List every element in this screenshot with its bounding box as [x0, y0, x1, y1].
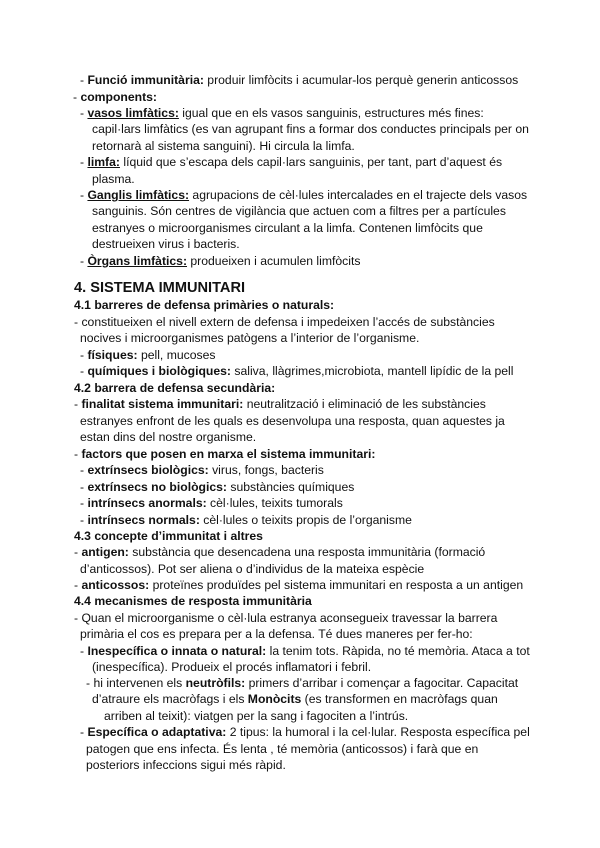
term-label: Específica o adaptativa:: [87, 725, 227, 739]
text-line: [80, 330, 419, 347]
text-line: [80, 363, 513, 380]
line-text: -: [80, 496, 88, 510]
line-text: virus, fongs, bacteris: [208, 463, 324, 477]
term-label: extrínsecs biològics:: [87, 463, 209, 477]
term-label: Inespecífica o innata o natural:: [87, 644, 267, 658]
line-text: capil·lars limfàtics (es van agrupant fins a formar dos conductes principals per on: [92, 122, 529, 136]
line-text: (inespecífica). Produeix el procés inflamatori i febril.: [92, 660, 372, 674]
text-line: [80, 253, 360, 270]
term-label: antigen:: [81, 545, 129, 559]
text-line: [74, 593, 312, 610]
text-line: [92, 691, 498, 708]
text-line: [86, 757, 286, 774]
text-line: [92, 220, 483, 237]
text-line: [86, 741, 478, 758]
line-text: -: [80, 155, 88, 169]
line-text: retornarà al sistema sanguini). Hi circula la limfa.: [92, 139, 355, 153]
line-text: cèl·lules, teixits tumorals: [206, 496, 343, 510]
line-text: -: [74, 578, 82, 592]
text-line: [80, 429, 256, 446]
line-text: primers d’arribar i començar a fagocitar. Capacitat: [245, 676, 519, 690]
line-text: -: [73, 90, 81, 104]
line-text: saliva, llàgrimes,microbiota, mantell lipídic de la pell: [231, 364, 514, 378]
text-line: [74, 380, 275, 397]
term-label: 4.3 concepte d’immunitat i altres: [74, 529, 263, 543]
term-label: limfa:: [87, 155, 120, 169]
line-text: -: [74, 545, 82, 559]
line-text: estranyes enfront de les quals es desenvolupa una resposta, quan aquestes ja: [80, 414, 505, 428]
term-label: extrínsecs no biològics:: [87, 480, 227, 494]
text-line: [92, 203, 506, 220]
term-label: vasos limfàtics:: [87, 106, 179, 120]
line-text: estranyes o microorganismes circulant a la limfa. Contenen limfòcits que: [92, 221, 483, 235]
line-text: -: [80, 73, 88, 87]
line-text: igual que en els vasos sanguinis, estructures més fines:: [178, 106, 484, 120]
term-label: Ganglis limfàtics:: [87, 188, 190, 202]
line-text: 2 tipus: la humoral i la cel·lular. Resposta específica pel: [226, 725, 530, 739]
line-text: d’atraure els macròfags i els: [92, 692, 248, 706]
text-line: [104, 708, 408, 725]
line-text: agrupacions de cèl·lules intercalades en el trajecte dels vasos: [189, 188, 528, 202]
line-text: -: [74, 447, 82, 461]
text-line: [80, 187, 527, 204]
text-line: [80, 724, 530, 741]
term-label: anticossos:: [81, 578, 150, 592]
line-text: substància que desencadena una resposta immunitària (formació: [128, 545, 486, 559]
line-text: nocives i microorganismes patògens a l’interior de l’organisme.: [80, 331, 420, 345]
text-line: [80, 72, 518, 89]
term-label: intrínsecs normals:: [87, 513, 200, 527]
line-text: -: [80, 254, 88, 268]
line-text: plasma.: [92, 172, 135, 186]
line-text: primària el cos es prepara per a la defensa. Té dues maneres per fer-ho:: [80, 627, 473, 641]
text-line: [80, 479, 354, 496]
text-line: [74, 544, 485, 561]
text-line: [80, 462, 324, 479]
line-text: - Quan el microorganisme o cèl·lula estranya aconsegueix travessar la barrera: [74, 611, 498, 625]
text-line: [80, 154, 502, 171]
line-text: patogen que ens infecta. És lenta , té memòria (anticossos) i farà que en: [86, 742, 479, 756]
text-line: [74, 528, 263, 545]
text-line: [80, 626, 473, 643]
line-text: -: [80, 364, 88, 378]
line-text: -: [80, 188, 88, 202]
line-text: produeixen i acumulen limfòcits: [187, 254, 361, 268]
text-line: [80, 512, 412, 529]
term-label: components:: [80, 90, 157, 104]
text-line: [86, 675, 518, 692]
line-text: arriben al teixit): viatgen per la sang i fagociten a l’intrús.: [104, 709, 409, 723]
term-label: Òrgans limfàtics:: [87, 254, 188, 268]
term-label: 4.2 barrera de defensa secundària:: [74, 381, 276, 395]
term-label: intrínsecs anormals:: [87, 496, 207, 510]
line-text: cèl·lules o teixits propis de l’organisme: [199, 513, 412, 527]
line-text: -: [80, 480, 88, 494]
term-label: químiques i biològiques:: [87, 364, 231, 378]
line-text: destrueixen virus i bacteris.: [92, 237, 240, 251]
line-text: pell, mucoses: [137, 348, 216, 362]
line-text: substàncies químiques: [226, 480, 355, 494]
text-line: [80, 643, 530, 660]
line-text: neutralització i eliminació de les substàncies: [243, 397, 486, 411]
line-text: d’anticossos). Pot ser aliena o d’individus de la mateixa espècie: [80, 562, 425, 576]
term-label: neutròfils:: [185, 676, 246, 690]
section-heading: 4. SISTEMA IMMUNITARI: [74, 280, 246, 296]
line-text: -: [80, 513, 88, 527]
text-line: [92, 138, 355, 155]
line-text: la tenim tots. Ràpida, no té memòria. Ataca a tot: [266, 644, 530, 658]
text-line: [92, 121, 529, 138]
term-label: factors que posen en marxa el sistema immunitari:: [81, 447, 376, 461]
term-label: finalitat sistema immunitari:: [81, 397, 244, 411]
line-text: líquid que s’escapa dels capil·lars sanguinis, per tant, part d’aquest és: [119, 155, 503, 169]
text-line: [80, 561, 424, 578]
text-line: [92, 171, 135, 188]
line-text: -: [80, 106, 88, 120]
term-label: Monòcits: [247, 692, 302, 706]
text-line: [92, 659, 371, 676]
text-line: [74, 314, 495, 331]
line-text: (es transformen en macròfags quan: [301, 692, 498, 706]
text-line: [80, 347, 215, 364]
term-label: 4.4 mecanismes de resposta immunitària: [74, 594, 312, 608]
text-line: [80, 495, 343, 512]
line-text: estan dins del nostre organisme.: [80, 430, 257, 444]
line-text: - hi intervenen els: [86, 676, 186, 690]
line-text: produir limfòcits i acumular-los perquè generin anticossos: [203, 73, 519, 87]
line-text: -: [80, 348, 88, 362]
term-label: 4.1 barreres de defensa primàries o naturals:: [74, 298, 335, 312]
text-line: [80, 105, 484, 122]
line-text: posteriors infeccions sigui més ràpid.: [86, 758, 286, 772]
text-line: [80, 413, 505, 430]
term-label: físiques:: [87, 348, 138, 362]
text-line: [74, 396, 486, 413]
term-label: Funció immunitària:: [87, 73, 204, 87]
line-text: -: [80, 463, 88, 477]
line-text: -: [80, 725, 88, 739]
line-text: -: [74, 397, 82, 411]
line-text: -: [80, 644, 88, 658]
text-line: [74, 297, 334, 314]
text-line: [74, 446, 375, 463]
text-line: [92, 236, 240, 253]
text-line: [74, 577, 523, 594]
text-line: [74, 610, 497, 627]
text-line: [73, 89, 157, 106]
line-text: sanguinis. Són centres de vigilància que actuen com a filtres per a partícules: [92, 204, 506, 218]
line-text: - constitueixen el nivell extern de defensa i impedeixen l’accés de substàncies: [74, 315, 495, 329]
line-text: proteïnes produïdes pel sistema immunitari en resposta a un antigen: [149, 578, 524, 592]
